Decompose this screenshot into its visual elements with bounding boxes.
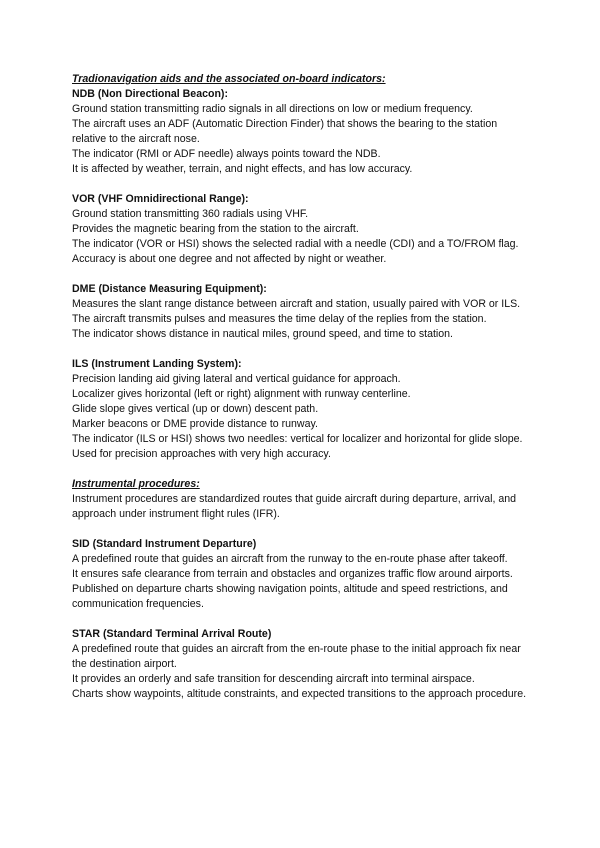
topic-heading-ils: ILS (Instrument Landing System): [72,358,242,370]
ils-line: Glide slope gives vertical (up or down) descent path. [72,403,319,415]
spacer [72,342,532,357]
spacer [72,612,532,627]
topic-heading-sid: SID (Standard Instrument Departure) [72,538,257,550]
ils-line: Precision landing aid giving lateral and vertical guidance for approach. [72,373,401,385]
spacer [72,177,532,192]
star-line: It provides an orderly and safe transition for descending aircraft into terminal airspace. [72,673,475,685]
procedures-intro: Instrument procedures are standardized routes that guide aircraft during departure, arrival, and approach under instrument flight rules (IFR). [72,493,517,520]
topic-heading-star: STAR (Standard Terminal Arrival Route) [72,628,272,640]
topic-heading-vor: VOR (VHF Omnidirectional Range): [72,193,249,205]
vor-line: The indicator (VOR or HSI) shows the selected radial with a needle (CDI) and a TO/FROM flag. [72,238,519,250]
star-line: Charts show waypoints, altitude constraints, and expected transitions to the approach procedure. [72,688,527,700]
ils-line: Marker beacons or DME provide distance to runway. [72,418,318,430]
vor-line: Accuracy is about one degree and not affected by night or weather. [72,253,387,265]
topic-heading-ndb: NDB (Non Directional Beacon): [72,88,228,100]
document-page [72,72,532,702]
ils-line: Localizer gives horizontal (left or right) alignment with runway centerline. [72,388,411,400]
ils-line: Used for precision approaches with very high accuracy. [72,448,331,460]
dme-line: The aircraft transmits pulses and measures the time delay of the replies from the station. [72,313,487,325]
section-heading-radionavigation: Tradionavigation aids and the associated on-board indicators: [72,73,386,85]
ils-line: The indicator (ILS or HSI) shows two needles: vertical for localizer and horizontal for glide slope. [72,433,523,445]
topic-heading-dme: DME (Distance Measuring Equipment): [72,283,267,295]
dme-line: Measures the slant range distance between aircraft and station, usually paired with VOR or ILS. [72,298,521,310]
vor-line: Ground station transmitting 360 radials using VHF. [72,208,309,220]
sid-line: A predefined route that guides an aircraft from the runway to the en-route phase after takeoff. [72,553,508,565]
star-line: A predefined route that guides an aircraft from the en-route phase to the initial approach fix near the destination airport. [72,643,521,670]
vor-line: Provides the magnetic bearing from the station to the aircraft. [72,223,359,235]
spacer [72,267,532,282]
sid-line: Published on departure charts showing navigation points, altitude and speed restrictions, and communication frequencies. [72,583,508,610]
spacer [72,462,532,477]
section-heading-procedures: Instrumental procedures: [72,478,200,490]
ndb-line: Ground station transmitting radio signals in all directions on low or medium frequency. [72,103,473,115]
ndb-line: It is affected by weather, terrain, and night effects, and has low accuracy. [72,163,413,175]
dme-line: The indicator shows distance in nautical miles, ground speed, and time to station. [72,328,453,340]
spacer [72,522,532,537]
ndb-line: The indicator (RMI or ADF needle) always points toward the NDB. [72,148,381,160]
sid-line: It ensures safe clearance from terrain and obstacles and organizes traffic flow around airports. [72,568,513,580]
ndb-line: The aircraft uses an ADF (Automatic Direction Finder) that shows the bearing to the station relative to the aircraft nose. [72,118,498,145]
